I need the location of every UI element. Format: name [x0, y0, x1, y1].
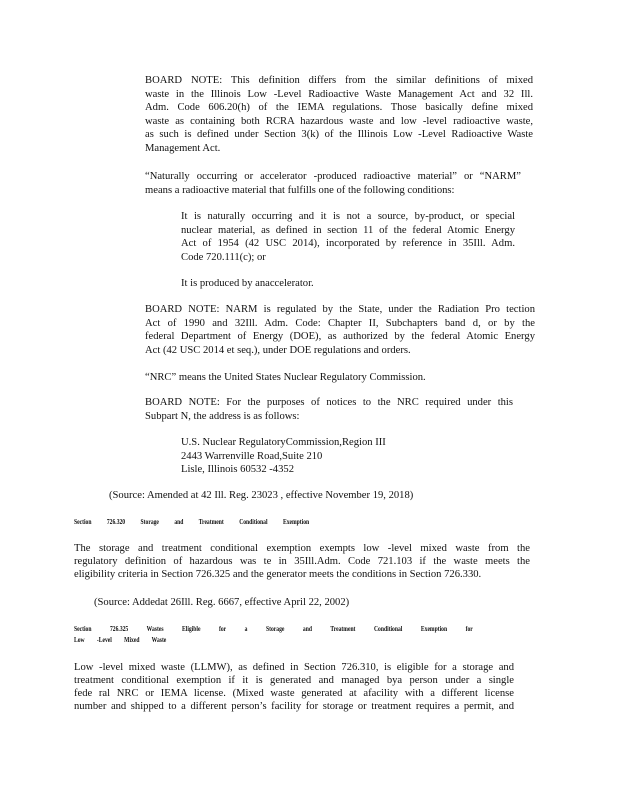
text-line: nuclear material, as defined in section 11 of the federal Atomic Energy [181, 224, 515, 236]
text-line: Low -level mixed waste (LLMW), as defined in Section 726.310, is eligible for a storage and [74, 662, 514, 673]
text-line: BOARD NOTE: NARM is regulated by the State, under the Radiation Pro tection [145, 304, 535, 315]
address-line: Lisle, Illinois 60532 -4352 [181, 464, 294, 476]
nrc-definition: “NRC” means the United States Nuclear Regulatory Commission. [145, 372, 426, 383]
section-heading-726-320: Section 726.320 Storage and Treatment Conditional Exemption [74, 518, 310, 526]
source-note: (Source: Amended at 42 Ill. Reg. 23023 , effective November 19, 2018) [109, 490, 414, 501]
text-line: means a radioactive material that fulfills one of the following conditions: [145, 184, 455, 196]
text-line: federal Department of Energy (DOE), as authorized by the federal Atomic Energy [145, 331, 535, 343]
narm-definition [145, 170, 521, 197]
text-line: as such is defined under Section 3(k) of the Illinois Low -Level Radioactive Waste [145, 129, 533, 141]
address-line: U.S. Nuclear RegulatoryCommission,Region III [181, 437, 386, 448]
source-note: (Source: Addedat 26Ill. Reg. 6667, effective April 22, 2002) [94, 597, 350, 608]
text-line: Act (42 USC 2014 et seq.), under DOE regulations and orders. [145, 344, 411, 356]
text-line: waste in the Illinois Low -Level Radioactive Waste Management Act and 32 Ill. [145, 88, 533, 100]
narm-condition-accelerator: It is produced by anaccelerator. [181, 278, 314, 289]
text-line: waste as containing both RCRA hazardous waste and low -level radioactive waste, [145, 115, 533, 127]
text-line: BOARD NOTE: This definition differs from the similar definitions of mixed [145, 75, 533, 86]
narm-condition-naturally-occurring [181, 210, 515, 264]
nrc-address [181, 436, 421, 477]
text-line: fede ral NRC or IEMA license. (Mixed waste generated at afacility with a different license [74, 688, 514, 699]
text-line: Act of 1990 and 32Ill. Adm. Code: Chapter II, Subchapters band d, or by the [145, 317, 535, 329]
text-line: number and shipped to a different person’s facility for storage or treatment requires a permit, and [74, 701, 514, 712]
section-heading-726-325: Section 726.325 Wastes Eligible for a Storage and Treatment Conditional Exemption for [74, 625, 473, 633]
text-line: “Naturally occurring or accelerator -produced radioactive material” or “NARM” [145, 171, 521, 182]
board-note-definition-differs [145, 74, 533, 156]
text-line: Act of 1954 (42 USC 2014), incorporated by reference in 35Ill. Adm. [181, 238, 515, 250]
address-line: 2443 Warrenville Road,Suite 210 [181, 450, 323, 462]
text-line: Code 720.111(c); or [181, 251, 266, 263]
text-line: BOARD NOTE: For the purposes of notices to the NRC required under this [145, 397, 513, 408]
text-line: Adm. Code 606.20(h) of the IEMA regulations. Those basically define mixed [145, 102, 533, 114]
text-line: eligibility criteria in Section 726.325 and the generator meets the conditions in Section 726.330. [74, 569, 482, 580]
text-line: Subpart N, the address is as follows: [145, 410, 300, 422]
text-line: It is naturally occurring and it is not a source, by-product, or special [181, 211, 515, 222]
board-note-narm-regulated [145, 303, 535, 357]
section-heading-726-325-cont: Low -Level Mixed Waste [74, 636, 167, 644]
text-line: Management Act. [145, 142, 221, 154]
text-line: The storage and treatment conditional exemption exempts low -level mixed waste from the [74, 543, 530, 554]
section-726-325-body [74, 661, 514, 713]
text-line: treatment conditional exemption if it is generated and managed bya person under a single [74, 675, 514, 686]
board-note-nrc-notices [145, 396, 513, 423]
section-726-320-body [74, 542, 530, 581]
text-line: regulatory definition of hazardous was te in 35Ill.Adm. Code 721.103 if the waste meets the [74, 556, 530, 567]
